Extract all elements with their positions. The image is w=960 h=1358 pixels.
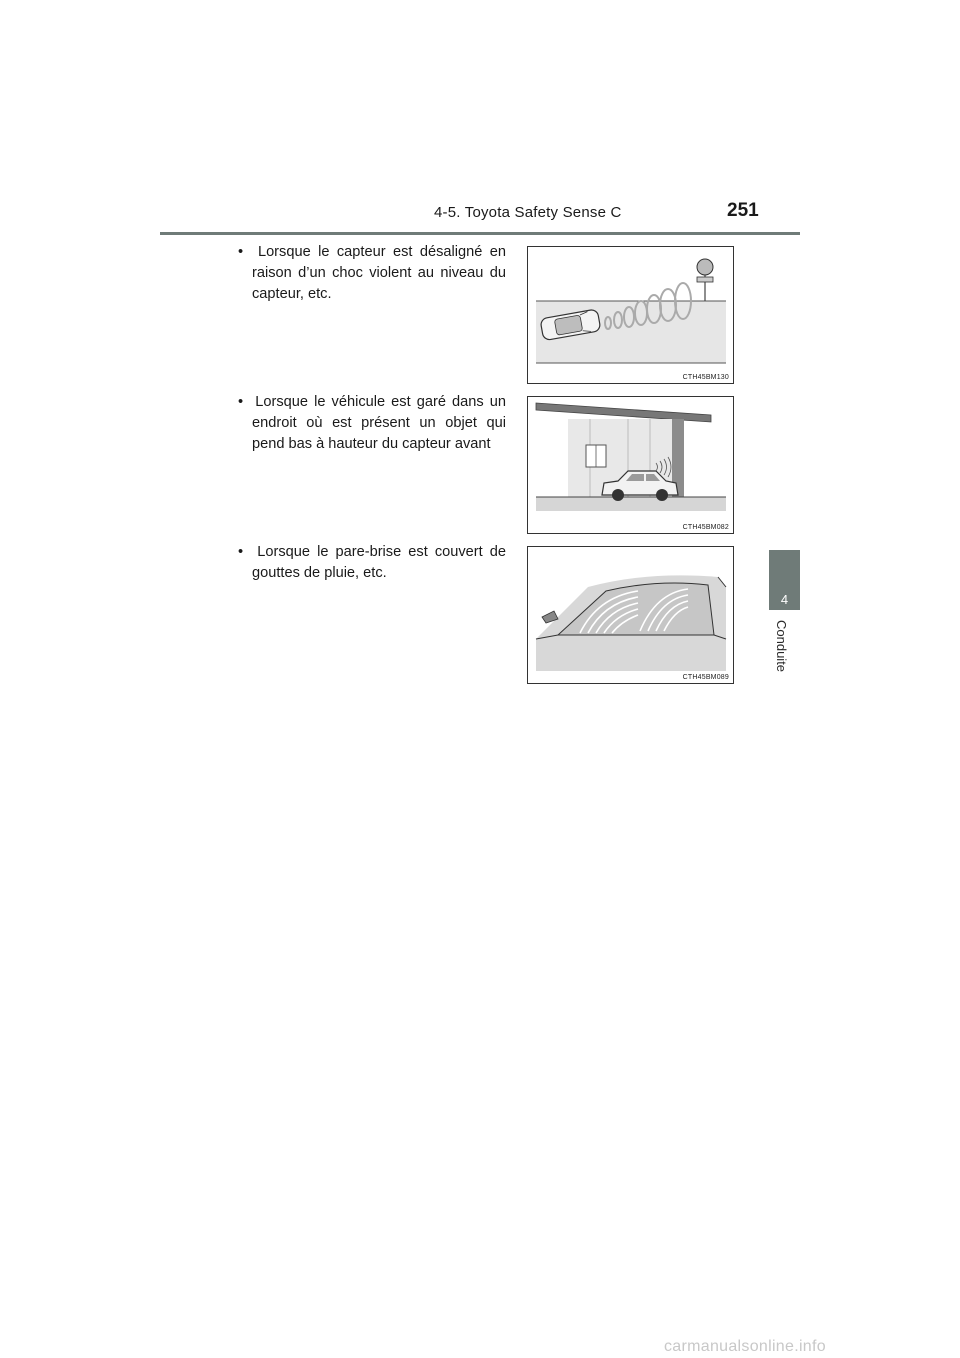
list-item [238, 542, 506, 584]
figure-caption: CTH45BM130 [682, 374, 729, 381]
figure-misaligned-sensor [527, 246, 734, 384]
list-item [238, 242, 506, 305]
header-rule [160, 232, 800, 235]
figure-caption: CTH45BM089 [682, 674, 729, 681]
list-item-text: • Lorsque le véhicule est garé dans un endroit où est présent un objet qui pend bas à hauteur du capteur avant [238, 394, 506, 452]
list-item-text: • Lorsque le capteur est désaligné en raison d’un choc violent au niveau du capteur, etc. [238, 244, 506, 302]
chapter-tab [769, 550, 800, 610]
watermark: carmanualsonline.info [664, 1338, 826, 1355]
figure-parked-vehicle [527, 396, 734, 534]
figure-rain-windshield [527, 546, 734, 684]
page-number: 251 [727, 200, 759, 221]
chapter-number: 4 [780, 592, 789, 607]
list-item-text: • Lorsque le pare-brise est couvert de gouttes de pluie, etc. [238, 544, 506, 581]
chapter-label: Conduite [774, 620, 789, 673]
figure-caption: CTH45BM082 [682, 524, 729, 531]
page-header-title: 4-5. Toyota Safety Sense C [434, 204, 622, 221]
list-item [238, 392, 506, 455]
